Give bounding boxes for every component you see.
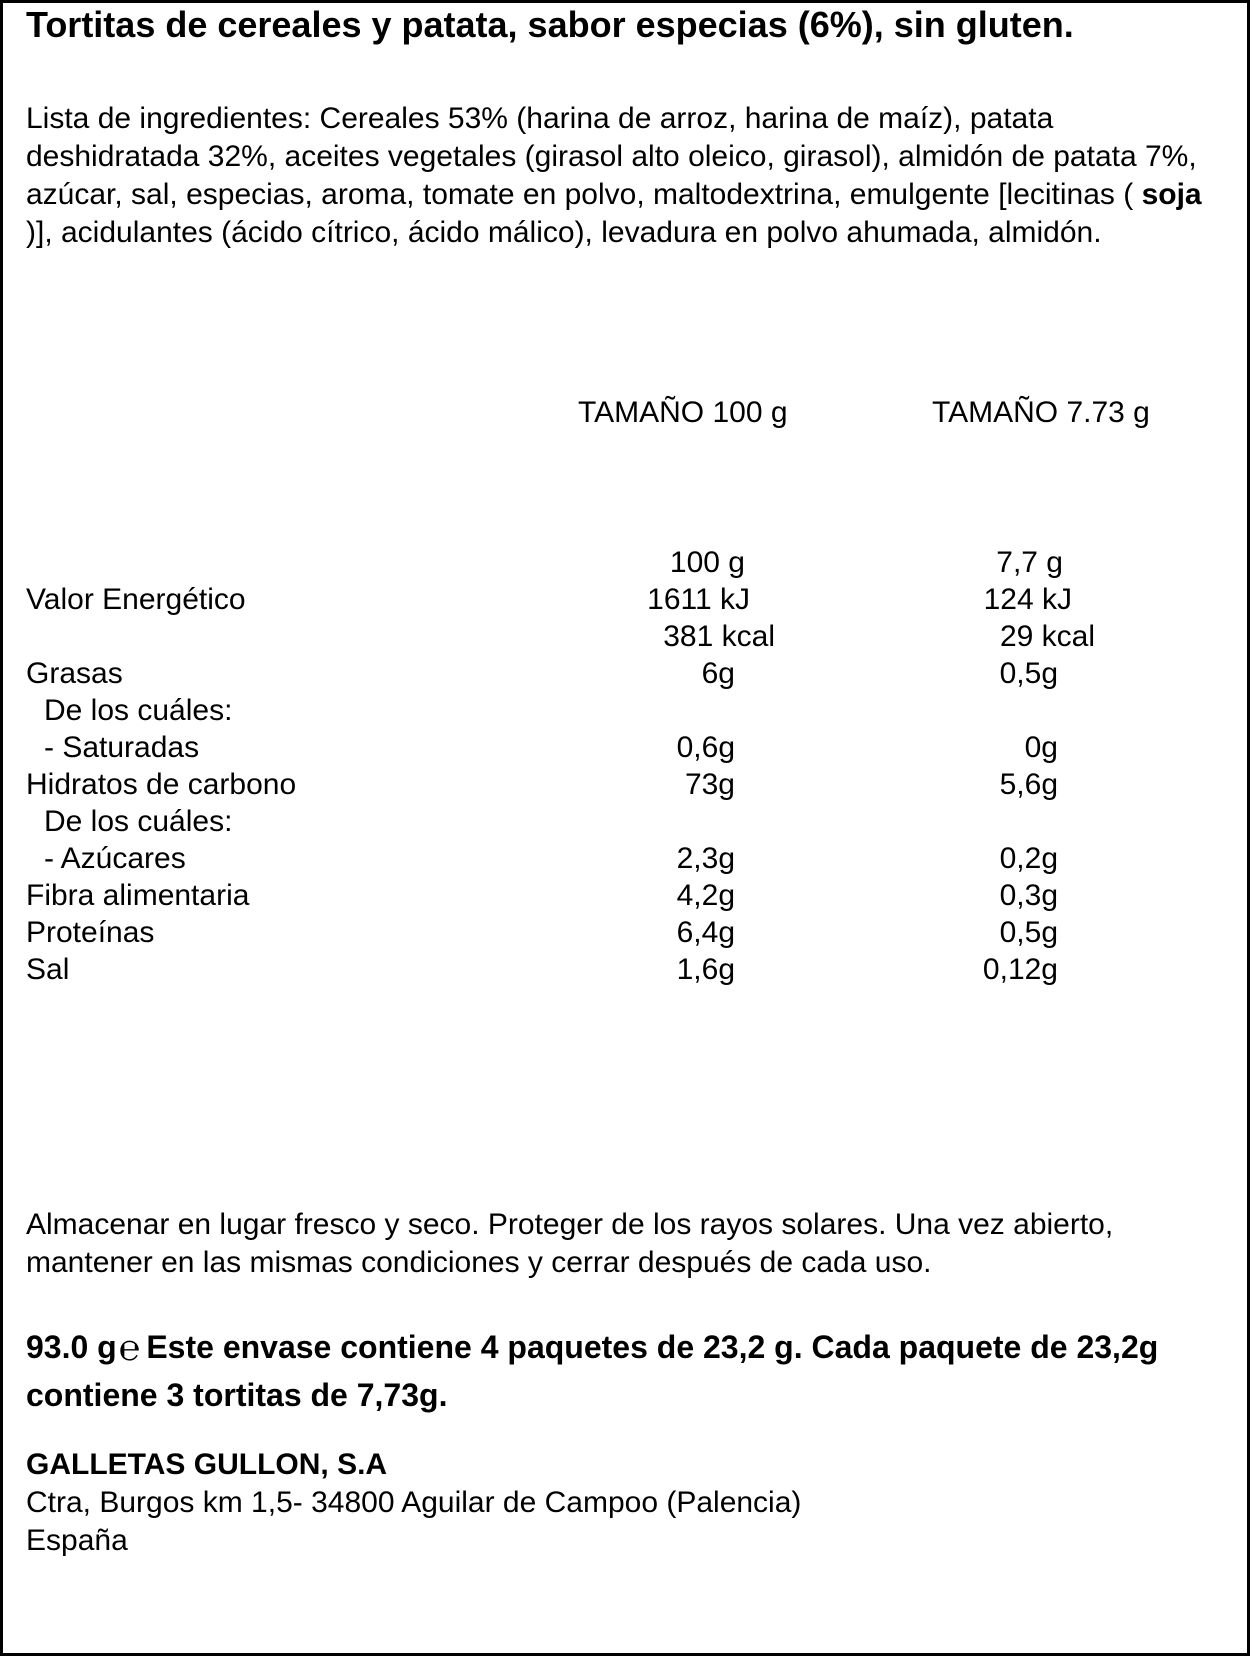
nutrient-col1: 6g [701,657,735,690]
column-header-portion: TAMAÑO 7.73 g [932,396,1150,429]
nutrient-label: Grasas [26,657,123,690]
net-weight-statement [26,1322,1226,1419]
manufacturer-address: Ctra, Burgos km 1,5- 34800 Aguilar de Campoo (Palencia) [26,1486,802,1519]
allergen-soja: soja [1141,178,1202,211]
manufacturer-block [26,1446,1226,1560]
portion-col1: 100 g [669,546,745,579]
nutrient-col2: 5,6g [999,768,1058,801]
nutrient-col1: 1,6g [676,953,735,986]
nutrient-col2: 0,5g [999,916,1058,949]
net-weight: 93.0 g [26,1329,117,1365]
nutrient-row [0,879,1250,916]
energy-kj-row [0,583,1250,620]
nutrient-row [0,694,1250,731]
portion-col2: 7,7 g [996,546,1063,579]
nutrient-sublabel: De los cuáles: [44,805,233,838]
nutrient-col2: 0,12g [982,953,1058,986]
manufacturer-name: GALLETAS GULLON, S.A [26,1448,388,1481]
nutrient-row [0,842,1250,879]
energy-kcal-row [0,620,1250,657]
nutrient-row [0,916,1250,953]
ingredients-text-end: )], acidulantes (ácido cítrico, ácido málico), levadura en polvo ahumada, almidón. [26,216,1102,249]
storage-instructions: Almacenar en lugar fresco y seco. Proteger de los rayos solares. Una vez abierto, mantener en las mismas condiciones y cerrar después de cada uso. [26,1208,1114,1279]
nutrient-col1: 0,6g [676,731,735,764]
package-contents: Este envase contiene 4 paquetes de 23,2 g. Cada paquete de 23,2g contiene 3 tortitas de 7,73g. [26,1329,1159,1413]
nutrient-col1: 2,3g [676,842,735,875]
energy-kcal-col1: 381 kcal [663,620,775,653]
nutrient-row [0,953,1250,990]
manufacturer-country: España [26,1524,128,1557]
nutrient-col2: 0g [1024,731,1058,764]
nutrient-row [0,657,1250,694]
nutrient-label: Hidratos de carbono [26,768,297,801]
nutrient-col1: 4,2g [676,879,735,912]
ingredients-text-start: Lista de ingredientes: Cereales 53% (harina de arroz, harina de maíz), patata deshidratada 32%, aceites vegetales (girasol alto oleico, girasol), almidón de patata 7%, azúcar, sal, especias, aroma, tomate en polvo, maltodextrina, emulgente [lecitinas ( [26,102,1197,211]
energy-label: Valor Energético [26,583,246,616]
column-header-100g: TAMAÑO 100 g [578,396,788,429]
energy-kj-col1: 1611 kJ [647,583,750,616]
nutrient-col1: 6,4g [676,916,735,949]
nutrient-row [0,731,1250,768]
nutrient-col2: 0,2g [999,842,1058,875]
portion-row [0,546,1250,583]
nutrient-label: Sal [26,953,70,986]
nutrient-col2: 0,3g [999,879,1058,912]
nutrient-col2: 0,5g [999,657,1058,690]
nutrient-label: Fibra alimentaria [26,879,250,912]
nutrient-col1: 73g [684,768,735,801]
estimated-sign-icon: ℮ [118,1327,141,1368]
nutrient-label: - Saturadas [44,731,200,764]
nutrient-row [0,805,1250,842]
energy-kj-col2: 124 kJ [983,583,1072,616]
energy-kcal-col2: 29 kcal [999,620,1095,653]
nutrient-sublabel: De los cuáles: [44,694,233,727]
nutrient-label: - Azúcares [44,842,186,875]
nutrient-row [0,768,1250,805]
product-title: Tortitas de cereales y patata, sabor especias (6%), sin gluten. [26,4,1074,45]
nutrient-label: Proteínas [26,916,155,949]
ingredients-list [26,100,1226,252]
